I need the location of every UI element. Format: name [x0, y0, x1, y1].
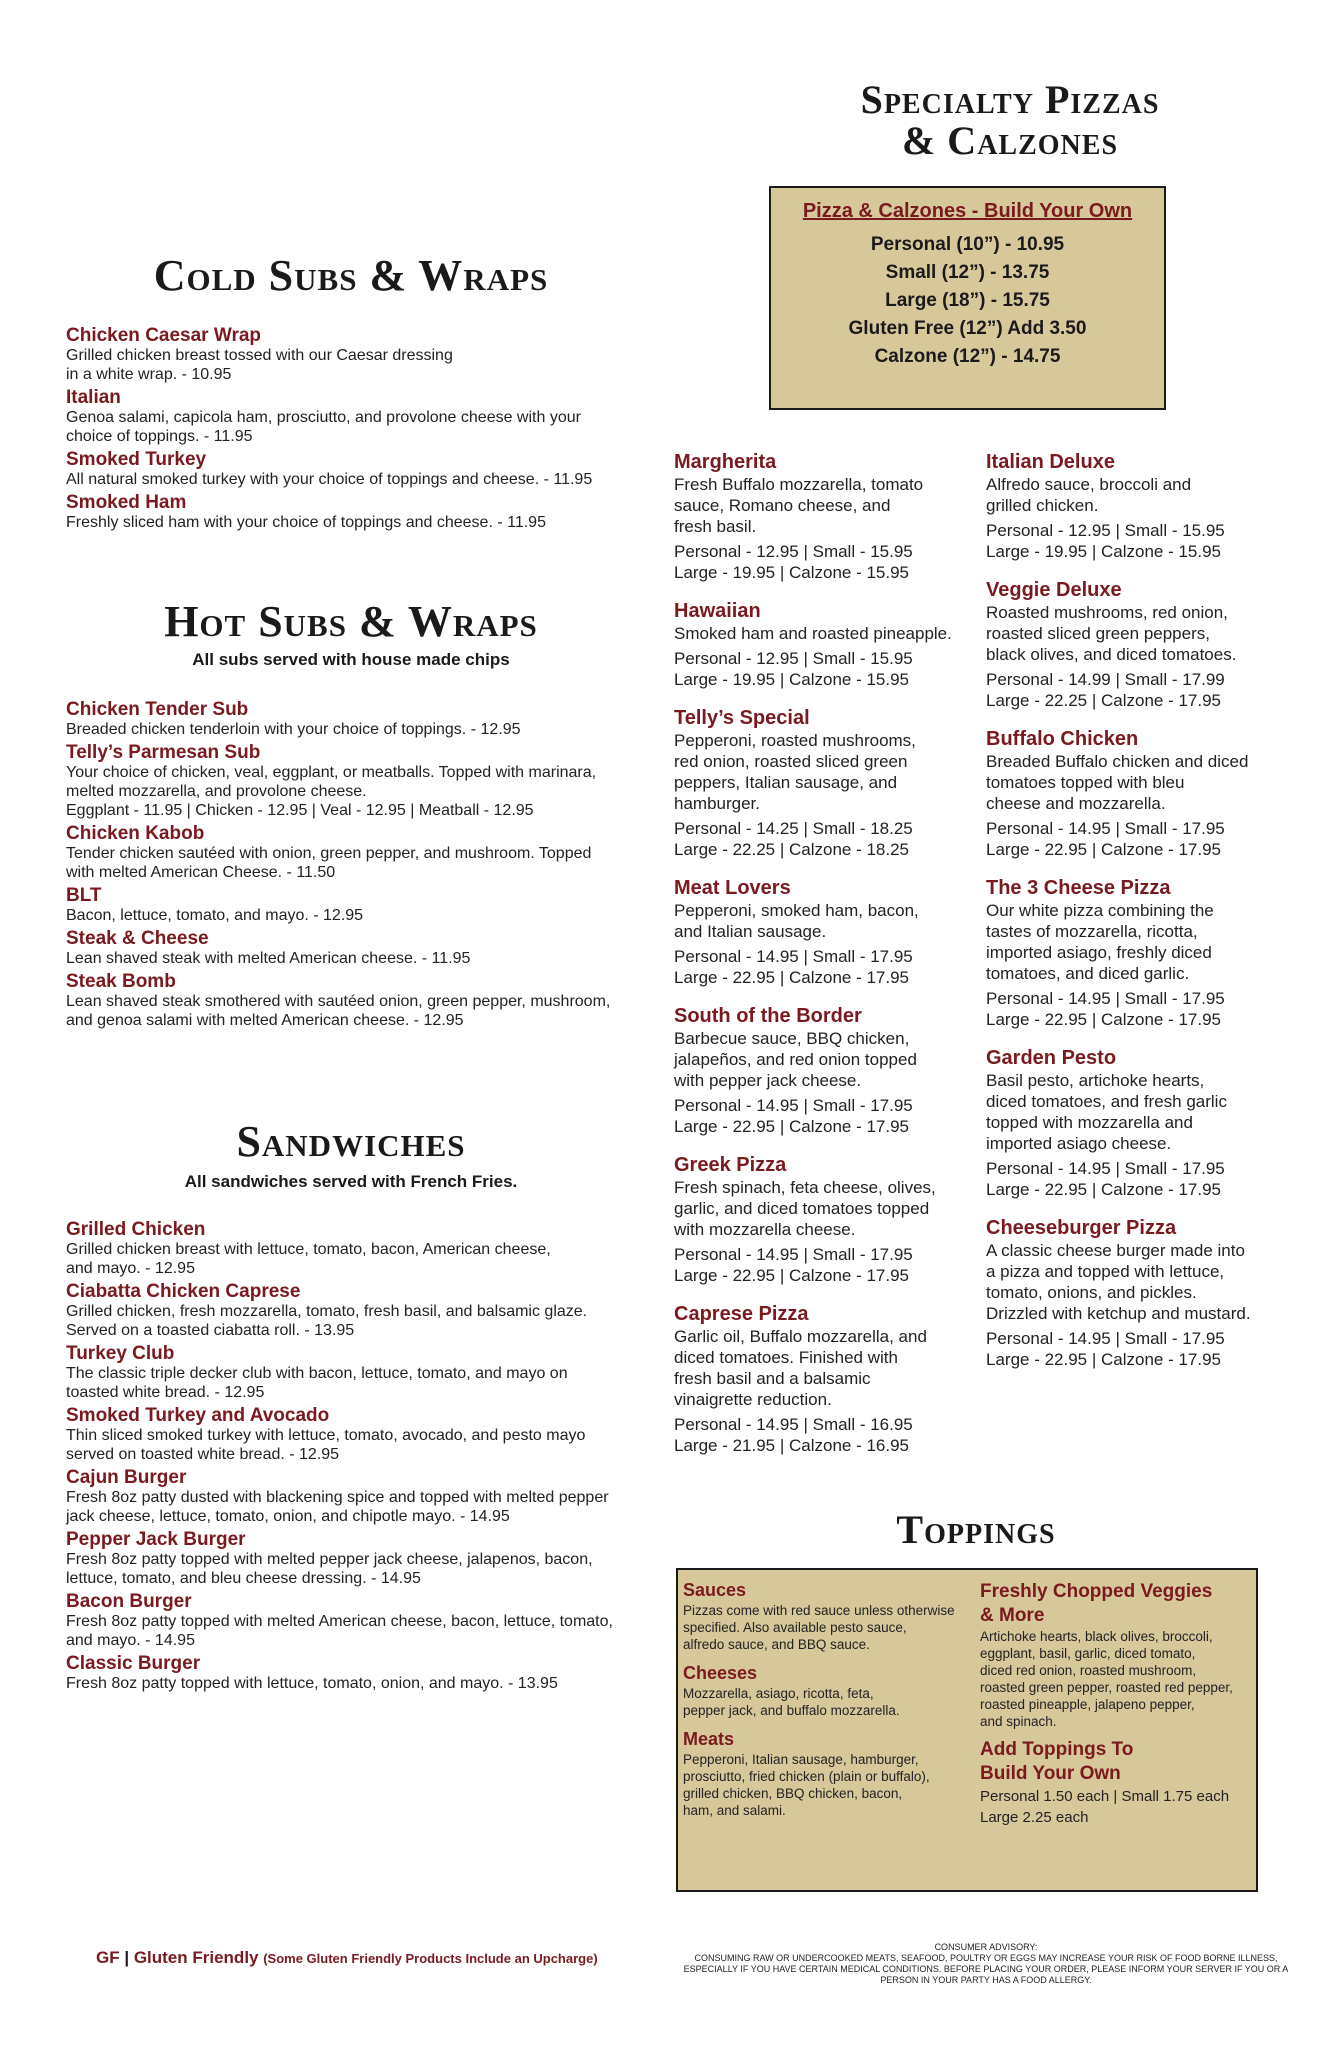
menu-item [66, 1654, 666, 1693]
pizza-item [674, 599, 974, 690]
menu-item [66, 886, 666, 925]
toppings-heading: Sauces [683, 1580, 747, 1600]
pizza-item [986, 727, 1286, 860]
menu-item [66, 493, 666, 532]
pizza-price: Personal - 14.95 | Small - 16.95 Large - 21.95 | Calzone - 16.95 [674, 1415, 913, 1455]
item-name: Italian [66, 387, 121, 408]
specialty-title-line2: & Calzones [901, 117, 1119, 163]
pizza-desc: Smoked ham and roasted pineapple. [674, 624, 952, 643]
item-name: Steak & Cheese [66, 928, 209, 949]
advisory-title: CONSUMER ADVISORY: [934, 1942, 1038, 1952]
pizza-name: Caprese Pizza [674, 1303, 809, 1325]
toppings-left [683, 1578, 963, 1827]
pizza-price: Personal - 12.95 | Small - 15.95 Large - 19.95 | Calzone - 15.95 [674, 649, 913, 689]
item-name: Ciabatta Chicken Caprese [66, 1281, 301, 1302]
pizza-desc: Alfredo sauce, broccoli and grilled chicken. [986, 475, 1192, 515]
item-desc: Your choice of chicken, veal, eggplant, or meatballs. Topped with marinara, melted mozzarella, and provolone cheese. Eggplant - 11.95 | Chicken - 12.95 | Veal - 12.95 | Meatball - 12.95 [66, 764, 597, 819]
item-name: Chicken Kabob [66, 823, 205, 844]
pizza-price: Personal - 14.95 | Small - 17.95 Large - 22.95 | Calzone - 17.95 [986, 1329, 1225, 1369]
toppings-text: Personal 1.50 each | Small 1.75 each Large 2.25 each [980, 1788, 1230, 1826]
cold-subs-list [66, 326, 666, 536]
hot-subs-note: All subs served with house made chips [192, 650, 510, 669]
item-desc: The classic triple decker club with bacon, lettuce, tomato, and mayo on toasted white bread. - 12.95 [66, 1365, 568, 1401]
pizza-item [986, 1216, 1286, 1370]
item-name: BLT [66, 885, 102, 906]
item-desc: Lean shaved steak with melted American cheese. - 11.95 [66, 950, 471, 967]
item-desc: Fresh 8oz patty dusted with blackening spice and topped with melted pepper jack cheese, lettuce, tomato, onion, and chipotle mayo. - 14.95 [66, 1489, 609, 1525]
pizza-name: Cheeseburger Pizza [986, 1217, 1177, 1239]
pizza-name: Italian Deluxe [986, 451, 1115, 473]
toppings-text: Pizzas come with red sauce unless otherwise specified. Also available pesto sauce, alfredo sauce, and BBQ sauce. [683, 1603, 955, 1652]
menu-item [66, 972, 666, 1030]
item-name: Bacon Burger [66, 1591, 192, 1612]
item-name: Turkey Club [66, 1343, 175, 1364]
menu-item [66, 388, 666, 446]
hot-subs-list [66, 700, 666, 1034]
item-desc: Grilled chicken breast tossed with our Caesar dressing in a white wrap. - 10.95 [66, 347, 453, 383]
gf-label: Gluten Friendly [133, 1948, 264, 1967]
menu-item [66, 326, 666, 384]
item-desc: Grilled chicken, fresh mozzarella, tomato, fresh basil, and balsamic glaze. Served on a toasted ciabatta roll. - 13.95 [66, 1303, 588, 1339]
size-line: Personal (10”) - 10.95 [870, 234, 1065, 255]
pizza-item [986, 1046, 1286, 1200]
item-name: Telly’s Parmesan Sub [66, 742, 261, 763]
item-desc: Fresh 8oz patty topped with melted American cheese, bacon, lettuce, tomato, and mayo. - 14.95 [66, 1613, 613, 1649]
menu-item [66, 743, 666, 820]
cold-subs-title: Cold Subs & Wraps [153, 251, 549, 300]
pizza-name: Garden Pesto [986, 1047, 1117, 1069]
item-desc: Genoa salami, capicola ham, prosciutto, and provolone cheese with your choice of toppings. - 11.95 [66, 409, 581, 445]
pizza-desc: Breaded Buffalo chicken and diced tomatoes topped with bleu cheese and mozzarella. [986, 752, 1249, 813]
pizza-item [674, 1004, 974, 1137]
size-line: Small (12”) - 13.75 [885, 262, 1050, 283]
size-line: Large (18”) - 15.75 [885, 290, 1050, 311]
gluten-friendly-legend [96, 1948, 598, 1968]
specialty-title-line1: Specialty Pizzas [860, 77, 1160, 122]
toppings-text: Artichoke hearts, black olives, broccoli, eggplant, basil, garlic, diced tomato, diced red onion, roasted mushroom, roasted green pepper, roasted red pepper, roasted pineapple, jalapeno pepper, and spinach. [980, 1629, 1233, 1729]
toppings-right [980, 1580, 1250, 1836]
toppings-heading: Meats [683, 1729, 735, 1749]
pizza-column-right [986, 450, 1286, 1386]
pizza-name: Veggie Deluxe [986, 579, 1122, 601]
item-name: Cajun Burger [66, 1467, 187, 1488]
pizza-price: Personal - 14.95 | Small - 17.95 Large - 22.95 | Calzone - 17.95 [986, 1159, 1225, 1199]
gf-separator: | [119, 1948, 134, 1967]
toppings-heading: Freshly Chopped Veggies & More [980, 1581, 1213, 1626]
pizza-name: Meat Lovers [674, 877, 791, 899]
toppings-title: Toppings [896, 1507, 1056, 1552]
pizza-desc: Roasted mushrooms, red onion, roasted sliced green peppers, black olives, and diced tomatoes. [986, 603, 1237, 664]
item-name: Chicken Tender Sub [66, 699, 249, 720]
menu-item [66, 1530, 666, 1588]
size-line: Gluten Free (12”) Add 3.50 [848, 318, 1087, 339]
pizza-desc: Fresh spinach, feta cheese, olives, garlic, and diced tomatoes topped with mozzarella cheese. [674, 1178, 936, 1239]
consumer-advisory [676, 1942, 1296, 1986]
item-name: Smoked Turkey [66, 449, 207, 470]
size-line: Calzone (12”) - 14.75 [874, 346, 1061, 367]
pizza-desc: Pepperoni, roasted mushrooms, red onion, roasted sliced green peppers, Italian sausage, and hamburger. [674, 731, 916, 813]
pizza-name: Hawaiian [674, 600, 761, 622]
build-your-own-box [769, 186, 1166, 410]
pizza-desc: Barbecue sauce, BBQ chicken, jalapeños, and red onion topped with pepper jack cheese. [674, 1029, 917, 1090]
pizza-item [674, 876, 974, 988]
pizza-price: Personal - 14.99 | Small - 17.99 Large - 22.25 | Calzone - 17.95 [986, 670, 1225, 710]
menu-item [66, 929, 666, 968]
pizza-price: Personal - 12.95 | Small - 15.95 Large - 19.95 | Calzone - 15.95 [986, 521, 1225, 561]
pizza-name: The 3 Cheese Pizza [986, 877, 1171, 899]
sandwiches-note: All sandwiches served with French Fries. [184, 1172, 518, 1191]
menu-item [66, 1220, 666, 1278]
item-desc: Fresh 8oz patty topped with melted pepper jack cheese, jalapenos, bacon, lettuce, tomato, and bleu cheese dressing. - 14.95 [66, 1551, 593, 1587]
pizza-name: Margherita [674, 451, 777, 473]
build-your-own-sizes [771, 231, 1164, 371]
pizza-column-left [674, 450, 974, 1472]
gf-note: (Some Gluten Friendly Products Include an Upcharge) [263, 1951, 598, 1966]
pizza-name: Greek Pizza [674, 1154, 787, 1176]
item-name: Pepper Jack Burger [66, 1529, 246, 1550]
item-desc: Freshly sliced ham with your choice of toppings and cheese. - 11.95 [66, 514, 546, 531]
sandwiches-list [66, 1220, 666, 1697]
pizza-item [674, 706, 974, 860]
item-desc: Lean shaved steak smothered with sautéed onion, green pepper, mushroom, and genoa salami with melted American cheese. - 12.95 [66, 993, 611, 1029]
item-name: Steak Bomb [66, 971, 176, 992]
item-desc: Thin sliced smoked turkey with lettuce, tomato, avocado, and pesto mayo served on toasted white bread. - 12.95 [66, 1427, 586, 1463]
pizza-item [674, 1302, 974, 1456]
item-desc: All natural smoked turkey with your choice of toppings and cheese. - 11.95 [66, 471, 593, 488]
pizza-price: Personal - 14.95 | Small - 17.95 Large - 22.95 | Calzone - 17.95 [674, 947, 913, 987]
item-name: Smoked Turkey and Avocado [66, 1405, 330, 1426]
pizza-item [986, 876, 1286, 1030]
hot-subs-title: Hot Subs & Wraps [164, 597, 538, 646]
toppings-box [676, 1568, 1258, 1892]
pizza-item [986, 450, 1286, 562]
item-desc: Fresh 8oz patty topped with lettuce, tomato, onion, and mayo. - 13.95 [66, 1675, 558, 1692]
item-desc: Tender chicken sautéed with onion, green pepper, and mushroom. Topped with melted American Cheese. - 11.50 [66, 845, 592, 881]
pizza-price: Personal - 14.95 | Small - 17.95 Large - 22.95 | Calzone - 17.95 [674, 1096, 913, 1136]
advisory-text: CONSUMING RAW OR UNDERCOOKED MEATS, SEAFOOD, POULTRY OR EGGS MAY INCREASE YOUR RISK OF FOOD BORNE ILLNESS, ESPECIALLY IF YOU HAVE CERTAIN MEDICAL CONDITIONS. BEFORE PLACING YOUR ORDER, PLEASE INFORM YOUR SERVER IF YOU OR A PERSON IN YOUR PARTY HAS A FOOD ALLERGY. [683, 1953, 1289, 1985]
pizza-item [674, 450, 974, 583]
pizza-desc: A classic cheese burger made into a pizza and topped with lettuce, tomato, onions, and pickles. Drizzled with ketchup and mustard. [986, 1241, 1251, 1323]
toppings-text: Mozzarella, asiago, ricotta, feta, pepper jack, and buffalo mozzarella. [683, 1686, 900, 1718]
menu-item [66, 700, 666, 739]
menu-item [66, 1468, 666, 1526]
toppings-heading: Add Toppings To Build Your Own [980, 1739, 1134, 1784]
item-name: Smoked Ham [66, 492, 187, 513]
menu-item [66, 1344, 666, 1402]
menu-item [66, 824, 666, 882]
pizza-name: Buffalo Chicken [986, 728, 1139, 750]
specialty-title [770, 77, 1250, 163]
build-your-own-title: Pizza & Calzones - Build Your Own [802, 200, 1133, 222]
item-name: Chicken Caesar Wrap [66, 325, 262, 346]
item-desc: Bacon, lettuce, tomato, and mayo. - 12.95 [66, 907, 364, 924]
pizza-price: Personal - 14.95 | Small - 17.95 Large - 22.95 | Calzone - 17.95 [986, 989, 1225, 1029]
pizza-price: Personal - 14.25 | Small - 18.25 Large - 22.25 | Calzone - 18.25 [674, 819, 913, 859]
item-name: Classic Burger [66, 1653, 201, 1674]
pizza-desc: Basil pesto, artichoke hearts, diced tomatoes, and fresh garlic topped with mozzarella and imported asiago cheese. [986, 1071, 1227, 1153]
pizza-desc: Fresh Buffalo mozzarella, tomato sauce, Romano cheese, and fresh basil. [674, 475, 924, 536]
pizza-price: Personal - 12.95 | Small - 15.95 Large - 19.95 | Calzone - 15.95 [674, 542, 913, 582]
pizza-desc: Garlic oil, Buffalo mozzarella, and diced tomatoes. Finished with fresh basil and a balsamic vinaigrette reduction. [674, 1327, 927, 1409]
pizza-price: Personal - 14.95 | Small - 17.95 Large - 22.95 | Calzone - 17.95 [674, 1245, 913, 1285]
toppings-heading: Cheeses [683, 1663, 758, 1683]
pizza-price: Personal - 14.95 | Small - 17.95 Large - 22.95 | Calzone - 17.95 [986, 819, 1225, 859]
sandwiches-title: Sandwiches [236, 1117, 466, 1166]
pizza-desc: Our white pizza combining the tastes of mozzarella, ricotta, imported asiago, freshly diced tomatoes, and diced garlic. [986, 901, 1214, 983]
menu-item [66, 1282, 666, 1340]
pizza-name: Telly’s Special [674, 707, 810, 729]
pizza-desc: Pepperoni, smoked ham, bacon, and Italian sausage. [674, 901, 919, 941]
gf-badge: GF [96, 1948, 120, 1967]
item-name: Grilled Chicken [66, 1219, 206, 1240]
menu-item [66, 1592, 666, 1650]
toppings-text: Pepperoni, Italian sausage, hamburger, prosciutto, fried chicken (plain or buffalo), grilled chicken, BBQ chicken, bacon, ham, and salami. [683, 1752, 930, 1818]
item-desc: Grilled chicken breast with lettuce, tomato, bacon, American cheese, and mayo. - 12.95 [66, 1241, 551, 1277]
pizza-name: South of the Border [674, 1005, 862, 1027]
item-desc: Breaded chicken tenderloin with your choice of toppings. - 12.95 [66, 721, 521, 738]
pizza-item [986, 578, 1286, 711]
pizza-item [674, 1153, 974, 1286]
menu-item [66, 1406, 666, 1464]
menu-item [66, 450, 666, 489]
